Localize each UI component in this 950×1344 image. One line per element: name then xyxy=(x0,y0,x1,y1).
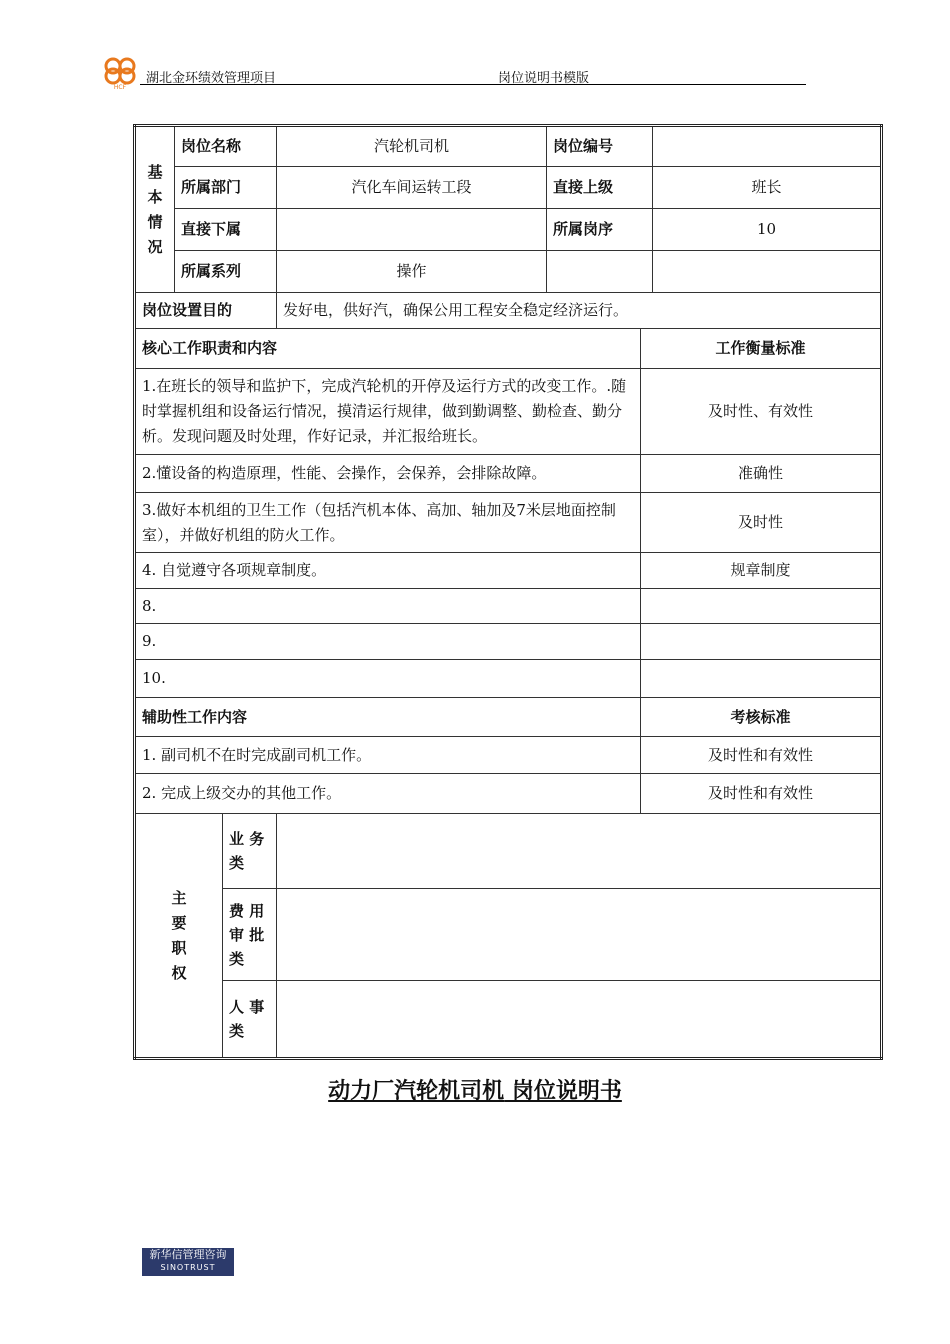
project-name: 湖北金环绩效管理项目 xyxy=(146,71,277,86)
hcf-logo-icon xyxy=(100,54,140,90)
value-subordinates xyxy=(277,209,547,251)
core-duty-item: 3.做好本机组的卫生工作（包括汽机本体、高加、轴加及7米层地面控制室），并做好机组的防火工作。 xyxy=(135,493,641,553)
authority-personnel-label: 人 事 类 xyxy=(223,981,277,1059)
aux-duty-item: 2. 完成上级交办的其他工作。 xyxy=(135,774,641,814)
core-duty-standard: 准确性 xyxy=(641,455,882,493)
authority-expense-content xyxy=(277,889,882,981)
core-duty-item: 8. xyxy=(135,589,641,624)
authority-personnel-content xyxy=(277,981,882,1059)
authority-business-content xyxy=(277,814,882,889)
footer-logo-cn: 新华信管理咨询 xyxy=(149,1248,227,1261)
core-duty-standard xyxy=(641,624,882,660)
sinotrust-logo xyxy=(142,1248,234,1276)
core-duties-header: 核心工作职责和内容 xyxy=(135,329,641,369)
core-duty-standard xyxy=(641,660,882,698)
title-suffix: 岗位说明书 xyxy=(504,1079,622,1104)
value-purpose: 发好电，供好汽，确保公用工程安全稳定经济运行。 xyxy=(277,293,882,329)
document-title xyxy=(0,1074,950,1105)
aux-duty-standard: 及时性和有效性 xyxy=(641,737,882,774)
basic-info-label: 基 本 情 况 xyxy=(135,126,175,293)
footer-logo-en: SINOTRUST xyxy=(160,1263,216,1272)
page-header xyxy=(100,54,806,90)
label-subordinates: 直接下属 xyxy=(175,209,277,251)
core-duty-standard xyxy=(641,589,882,624)
core-duty-item: 10. xyxy=(135,660,641,698)
label-rank: 所属岗序 xyxy=(547,209,653,251)
authority-label: 主 要 职 权 xyxy=(135,814,223,1059)
aux-standard-header: 考核标准 xyxy=(641,698,882,737)
value-rank: 10 xyxy=(653,209,882,251)
label-series: 所属系列 xyxy=(175,251,277,293)
empty-cell xyxy=(653,251,882,293)
core-duty-item: 2.懂设备的构造原理，性能、会操作，会保养，会排除故障。 xyxy=(135,455,641,493)
header-rule xyxy=(140,84,806,85)
core-duty-item: 9. xyxy=(135,624,641,660)
core-duty-standard: 及时性 xyxy=(641,493,882,553)
job-description-table xyxy=(133,124,883,1060)
label-purpose: 岗位设置目的 xyxy=(135,293,277,329)
core-duty-item: 4. 自觉遵守各项规章制度。 xyxy=(135,553,641,589)
label-supervisor: 直接上级 xyxy=(547,167,653,209)
aux-duties-header: 辅助性工作内容 xyxy=(135,698,641,737)
value-supervisor: 班长 xyxy=(653,167,882,209)
value-series: 操作 xyxy=(277,251,547,293)
core-duty-item: 1.在班长的领导和监护下，完成汽轮机的开停及运行方式的改变工作。.随时掌握机组和设备运行情况，摸清运行规律，做到勤调整、勤检查、勤分析。发现问题及时处理，作好记录，并汇报给班长。 xyxy=(135,369,641,455)
authority-expense-label: 费 用 审 批 类 xyxy=(223,889,277,981)
label-job-name: 岗位名称 xyxy=(175,126,277,167)
value-job-code xyxy=(653,126,882,167)
core-duty-standard: 规章制度 xyxy=(641,553,882,589)
aux-duty-standard: 及时性和有效性 xyxy=(641,774,882,814)
core-duty-standard: 及时性、有效性 xyxy=(641,369,882,455)
value-job-name: 汽轮机司机 xyxy=(277,126,547,167)
label-department: 所属部门 xyxy=(175,167,277,209)
title-main: 动力厂汽轮机司机 xyxy=(328,1079,505,1104)
value-department: 汽化车间运转工段 xyxy=(277,167,547,209)
core-standard-header: 工作衡量标准 xyxy=(641,329,882,369)
authority-business-label: 业 务 类 xyxy=(223,814,277,889)
svg-text:HCF: HCF xyxy=(113,84,127,90)
label-job-code: 岗位编号 xyxy=(547,126,653,167)
aux-duty-item: 1. 副司机不在时完成副司机工作。 xyxy=(135,737,641,774)
doc-type: 岗位说明书模版 xyxy=(498,71,590,86)
empty-cell xyxy=(547,251,653,293)
